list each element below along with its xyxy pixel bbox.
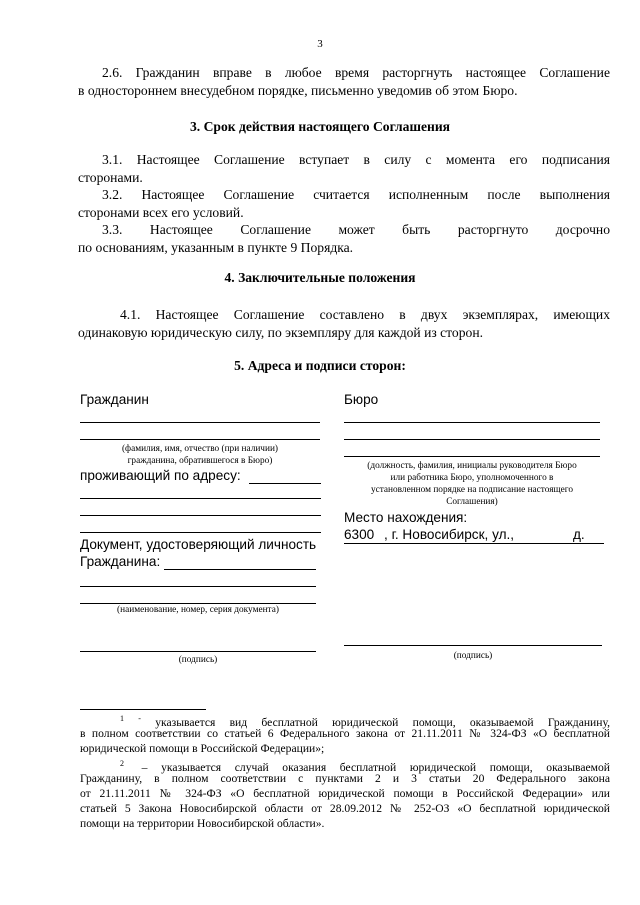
paragraph-3-2-line1: 3.2. Настоящее Соглашение считается исполненным после выполнения bbox=[102, 187, 610, 202]
footnote-1-line3: юридической помощи в Российской Федерации»; bbox=[80, 742, 325, 755]
section-3-title: 3. Срок действия настоящего Соглашения bbox=[189, 119, 451, 134]
paragraph-4-1-line2: одинаковую юридическую силу, по экземпляру для каждой из сторон. bbox=[78, 325, 483, 340]
citizen-name-line-1 bbox=[80, 422, 320, 423]
document-line-1 bbox=[80, 586, 316, 587]
footnote-2-line3: от 21.11.2011 № 324-ФЗ «О бесплатной юридической помощи в Российской Федерации» или bbox=[80, 787, 610, 800]
address-label: проживающий по адресу: bbox=[80, 468, 241, 483]
bureau-signature-line bbox=[344, 645, 602, 646]
bureau-caption-4: Соглашения) bbox=[446, 497, 498, 507]
document-line-inline bbox=[164, 569, 316, 570]
location-underline bbox=[344, 543, 604, 544]
paragraph-3-1-line2: сторонами. bbox=[78, 170, 143, 185]
section-5-title: 5. Адреса и подписи сторон: bbox=[234, 358, 406, 373]
house-label: д. bbox=[573, 527, 585, 542]
paragraph-2-6-line1: 2.6. Гражданин вправе в любое время расторгнуть настоящее Соглашение bbox=[102, 65, 610, 80]
paragraph-3-3-line2: по основаниям, указанным в пункте 9 Порядка. bbox=[78, 240, 354, 255]
footnote-1-text-1: указывается вид бесплатной юридической помощи, оказываемой Гражданину, bbox=[155, 715, 610, 729]
postcode: 6300 bbox=[344, 527, 375, 542]
footnote-separator bbox=[80, 709, 206, 710]
paragraph-3-1-line1: 3.1. Настоящее Соглашение вступает в силу с момента его подписания bbox=[102, 152, 610, 167]
address-line-1 bbox=[80, 498, 321, 499]
paragraph-2-6-line2: в одностороннем внесудебном порядке, письменно уведомив об этом Бюро. bbox=[78, 83, 518, 98]
citizen-heading: Гражданин bbox=[80, 392, 149, 407]
footnote-1-mark: 1 bbox=[120, 714, 124, 723]
bureau-line-3 bbox=[344, 456, 600, 457]
section-4-title: 4. Заключительные положения bbox=[224, 270, 416, 285]
citizen-signature-caption: (подпись) bbox=[178, 655, 218, 665]
citizen-name-caption-2: гражданина, обратившегося в Бюро) bbox=[127, 456, 273, 466]
footnote-2-mark: 2 bbox=[120, 759, 124, 768]
bureau-caption-1: (должность, фамилия, инициалы руководителя Бюро bbox=[367, 461, 577, 471]
paragraph-3-3-line1: 3.3. Настоящее Соглашение может быть расторгнуто досрочно bbox=[102, 222, 610, 237]
document-label: Документ, удостоверяющий личность bbox=[80, 537, 317, 552]
footnote-2-text-1: – указывается случай оказания бесплатной юридической помощи, оказываемой bbox=[141, 760, 610, 774]
footnote-1-dash: - bbox=[138, 714, 141, 723]
bureau-caption-3: установленном порядке на подписание настоящего bbox=[370, 485, 574, 495]
address-line-2 bbox=[80, 515, 321, 516]
city-street: , г. Новосибирск, ул., bbox=[384, 527, 515, 542]
bureau-line-2 bbox=[344, 439, 600, 440]
address-line-inline bbox=[249, 483, 321, 484]
footnote-2-line5: помощи на территории Новосибирской области». bbox=[80, 817, 325, 830]
citizen-name-line-2 bbox=[80, 439, 320, 440]
footnote-2-line2: Гражданину, в полном соответствии с пунктами 2 и 3 статьи 20 Федерального закона bbox=[80, 772, 610, 785]
bureau-signature-caption: (подпись) bbox=[453, 651, 493, 661]
paragraph-4-1-line1: 4.1. Настоящее Соглашение составлено в двух экземплярах, имеющих bbox=[120, 307, 610, 322]
document-caption: (наименование, номер, серия документа) bbox=[117, 605, 279, 615]
paragraph-3-2-line2: сторонами всех его условий. bbox=[78, 205, 244, 220]
document-label-2: Гражданина: bbox=[80, 554, 161, 569]
bureau-caption-2: или работника Бюро, уполномоченного в bbox=[390, 473, 554, 483]
page-number: 3 bbox=[317, 38, 323, 50]
bureau-line-1 bbox=[344, 422, 600, 423]
location-label: Место нахождения: bbox=[344, 510, 468, 525]
citizen-signature-line bbox=[80, 651, 316, 652]
bureau-heading: Бюро bbox=[344, 392, 379, 407]
footnote-2-line4: статьей 5 Закона Новосибирской области от 28.09.2012 № 252-ОЗ «О бесплатной юридической bbox=[80, 802, 610, 815]
address-line-3 bbox=[80, 532, 321, 533]
citizen-name-caption-1: (фамилия, имя, отчество (при наличии) bbox=[121, 444, 279, 454]
footnote-1-line2: в полном соответствии со статьей 6 Федерального закона от 21.11.2011 № 324-ФЗ «О бесплатной bbox=[80, 727, 610, 740]
